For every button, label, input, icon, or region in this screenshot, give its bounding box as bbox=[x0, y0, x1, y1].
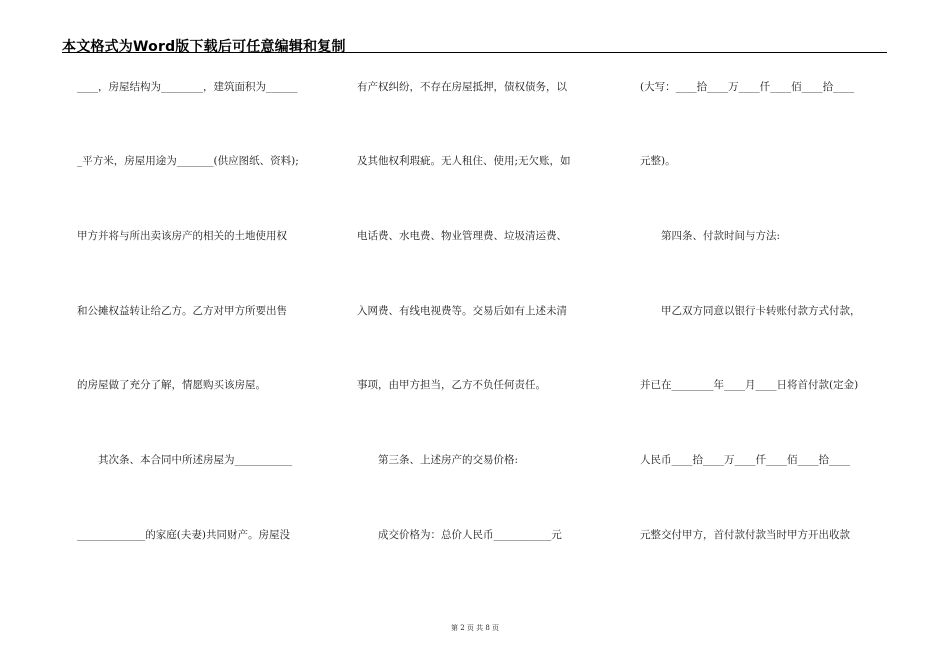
text-line: 和公摊权益转让给乙方。乙方对甲方所要出售 bbox=[77, 305, 287, 317]
text-line: (大写：____拾____万____仟____佰____拾____ bbox=[640, 81, 855, 93]
text-line: 成交价格为：总价人民币___________元 bbox=[357, 529, 562, 541]
text-line: 甲乙双方同意以银行卡转账付款方式付款， bbox=[640, 305, 861, 317]
page-number: 第 2 页 共 8 页 bbox=[450, 624, 500, 632]
text-column-1 bbox=[77, 0, 327, 672]
text-line: 及其他权利瑕疵。无人租住、使用;无欠账，如 bbox=[357, 155, 571, 167]
text-line: 并已在________年____月____日将首付款(定金) bbox=[640, 379, 859, 391]
text-line: 其次条、本合同中所述房屋为___________ bbox=[77, 454, 293, 466]
text-line: _平方米，房屋用途为_______(供应图纸、资料); bbox=[77, 155, 299, 167]
text-line: 元整交付甲方，首付款付款当时甲方开出收款 bbox=[640, 529, 850, 541]
text-line: ____，房屋结构为________，建筑面积为______ bbox=[77, 81, 298, 93]
text-line: 第三条、上述房产的交易价格: bbox=[357, 454, 519, 466]
text-line: 甲方并将与所出卖该房产的相关的土地使用权 bbox=[77, 230, 287, 242]
text-line: 的房屋做了充分了解，情愿购买该房屋。 bbox=[77, 379, 266, 391]
header-title: 本文格式为Word版下载后可任意编辑和复制 bbox=[62, 39, 346, 55]
text-line: 入网费、有线电视费等。交易后如有上述未清 bbox=[357, 305, 567, 317]
text-line: 人民币____拾____万____仟____佰____拾____ bbox=[640, 454, 850, 466]
text-line: 电话费、水电费、物业管理费、垃圾清运费、 bbox=[357, 230, 567, 242]
text-column-2 bbox=[357, 0, 607, 672]
text-column-3 bbox=[640, 0, 890, 672]
text-line: _____________的家庭(夫妻)共同财产。房屋没 bbox=[77, 529, 290, 541]
text-line: 有产权纠纷，不存在房屋抵押，债权债务，以 bbox=[357, 81, 567, 93]
text-line: 元整)。 bbox=[640, 155, 676, 167]
text-line: 事项，由甲方担当，乙方不负任何责任。 bbox=[357, 379, 546, 391]
text-line: 第四条、付款时间与方法: bbox=[640, 230, 781, 242]
